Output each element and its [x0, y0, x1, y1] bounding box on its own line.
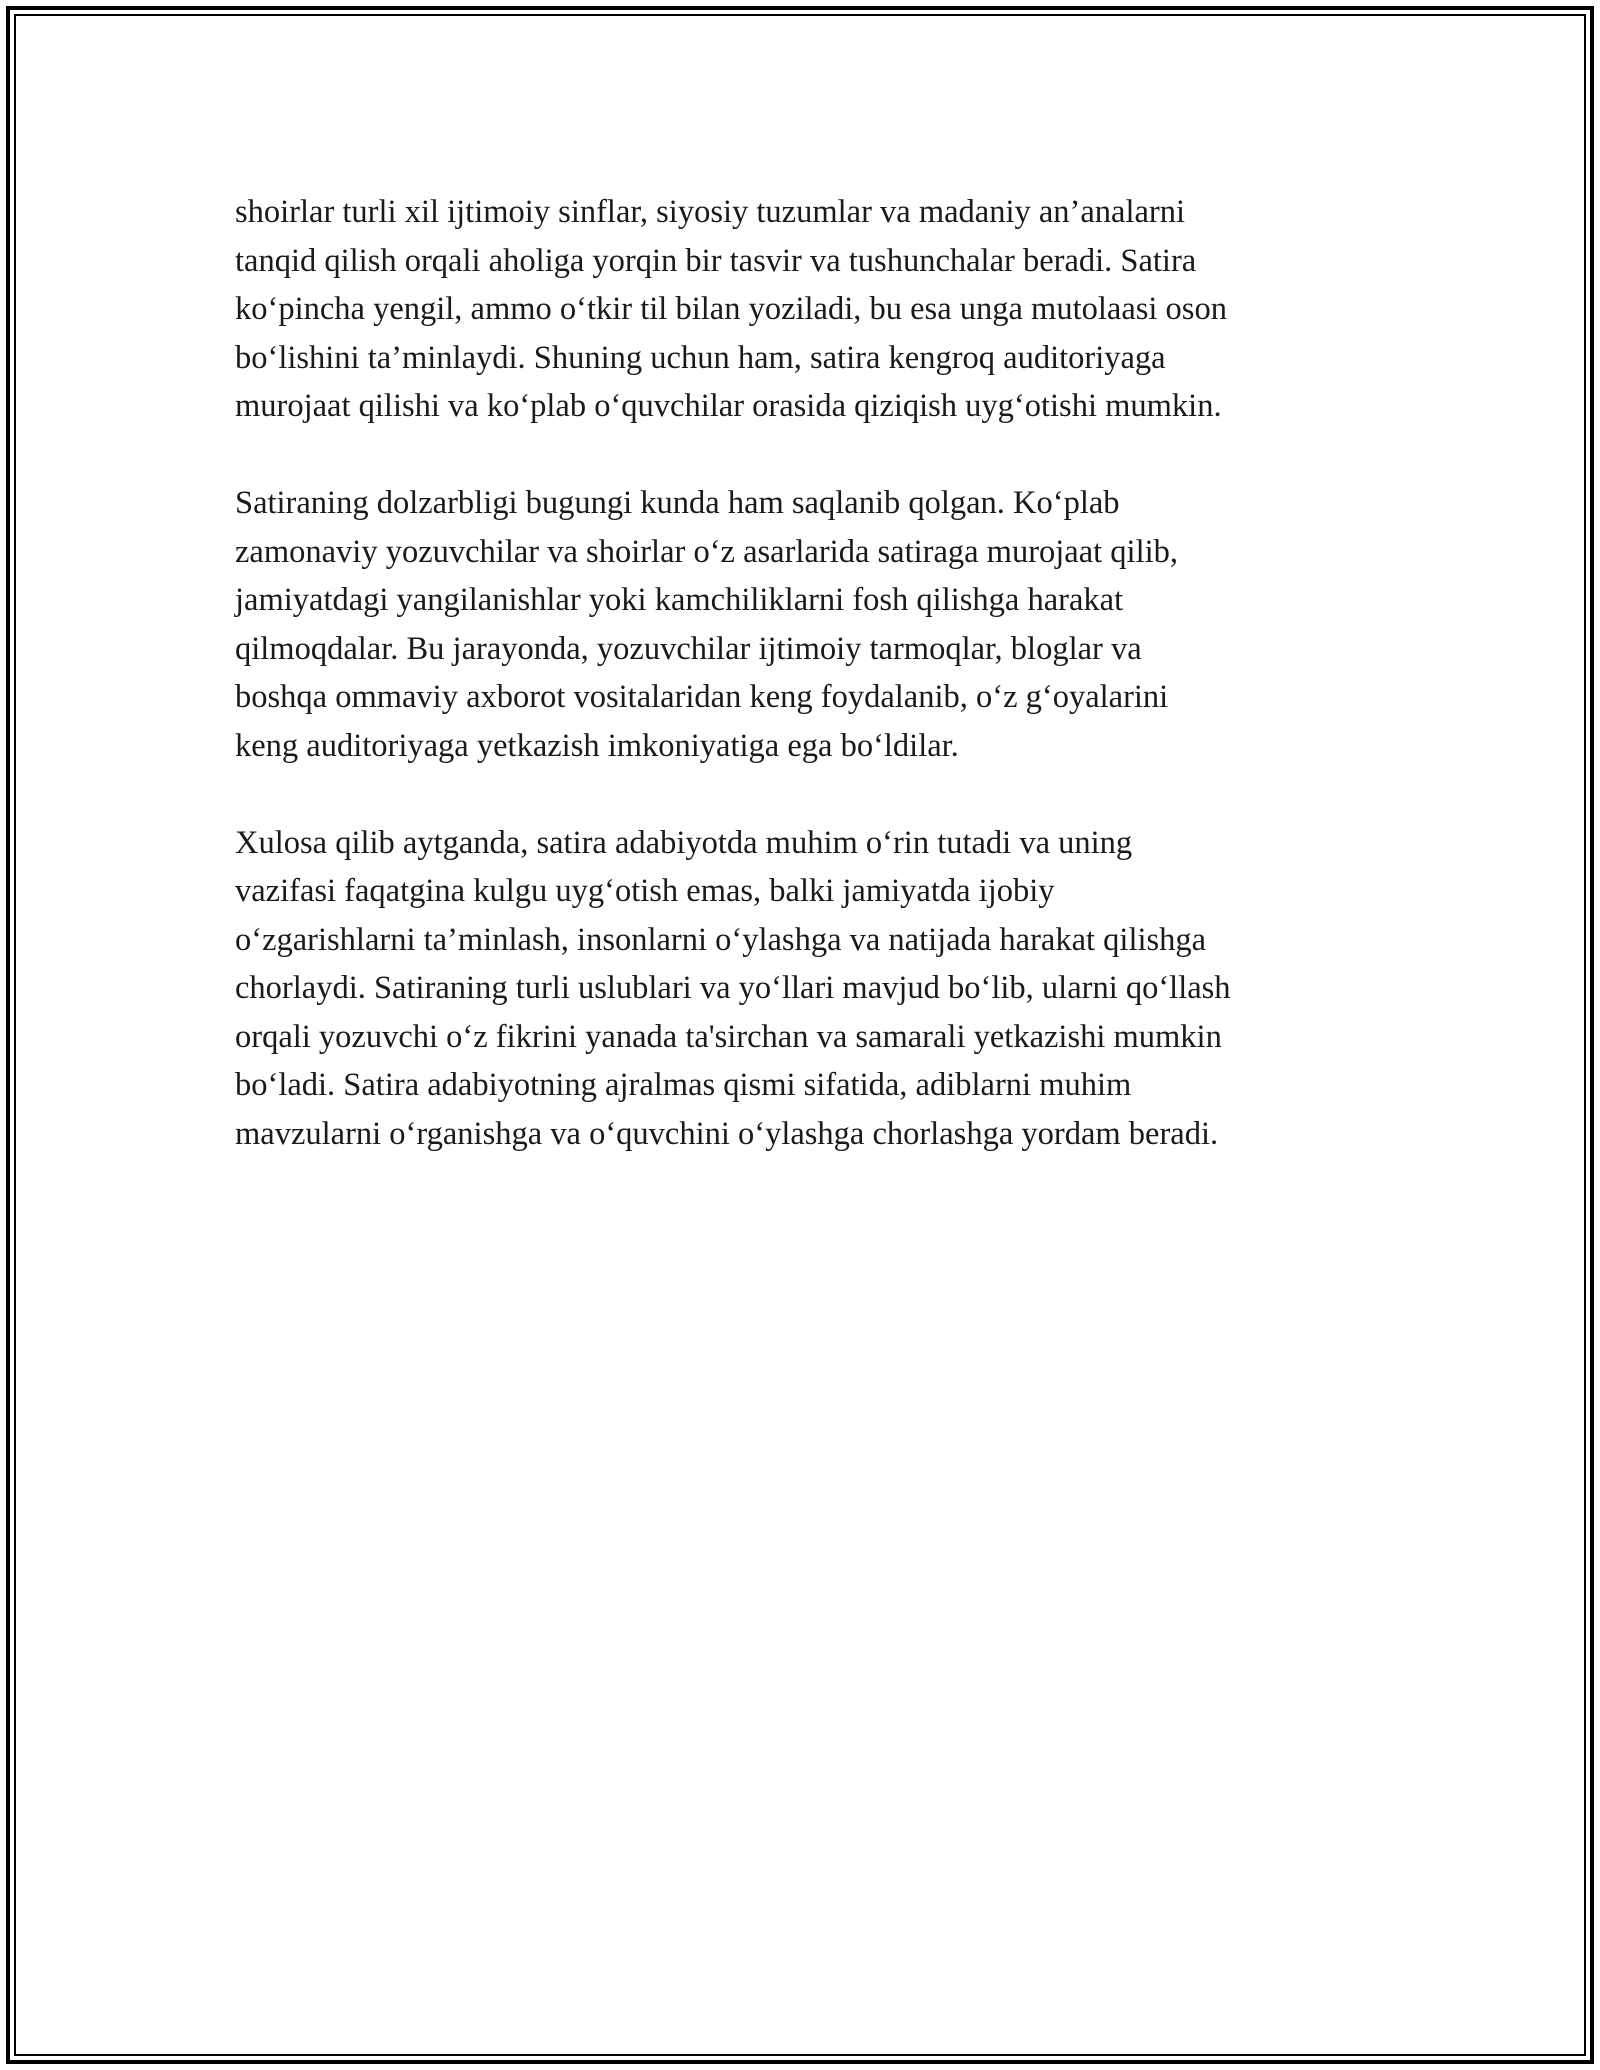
paragraph-satire-relevance: Satiraning dolzarbligi bugungi kunda ham saqlanib qolgan. Ko‘plab zamonaviy yozuvchilar va shoirlar o‘z asarlarida satiraga murojaat qilib, jamiyatdagi yangilanishlar yoki kamchiliklarni fosh qilishga harakat qilmoqdalar. Bu jarayonda, yozuvchilar ijtimoiy tarmoqlar, bloglar va boshqa ommaviy axborot vositalaridan keng foydalanib, o‘z g‘oyalarini keng auditoriyaga yetkazish imkoniyatiga ega bo‘ldilar. [235, 485, 1179, 764]
paragraph-satire-audience: shoirlar turli xil ijtimoiy sinflar, siyosiy tuzumlar va madaniy an’analarni tanqid qilish orqali aholiga yorqin bir tasvir va tushunchalar beradi. Satira ko‘pincha yengil, ammo o‘tkir til bilan yoziladi, bu esa unga mutolaasi oson bo‘lishini ta’minlaydi. Shuning uchun ham, satira kengroq auditoriyaga murojaat qilishi va ko‘plab o‘quvchilar orasida qiziqish uyg‘otishi mumkin. [235, 194, 1227, 424]
paragraph-conclusion: Xulosa qilib aytganda, satira adabiyotda muhim o‘rin tutadi va uning vazifasi faqatgina kulgu uyg‘otish emas, balki jamiyatda ijobiy o‘zgarishlarni ta’minlash, insonlarni o‘ylashga va natijada harakat qilishga chorlaydi. Satiraning turli uslublari va yo‘llari mavjud bo‘lib, ularni qo‘llash orqali yozuvchi o‘z fikrini yanada ta'sirchan va samarali yetkazishi mumkin bo‘ladi. Satira adabiyotning ajralmas qismi sifatida, adiblarni muhim mavzularni o‘rganishga va o‘quvchini o‘ylashga chorlashga yordam beradi. [235, 824, 1231, 1152]
document-body [235, 188, 1375, 1207]
